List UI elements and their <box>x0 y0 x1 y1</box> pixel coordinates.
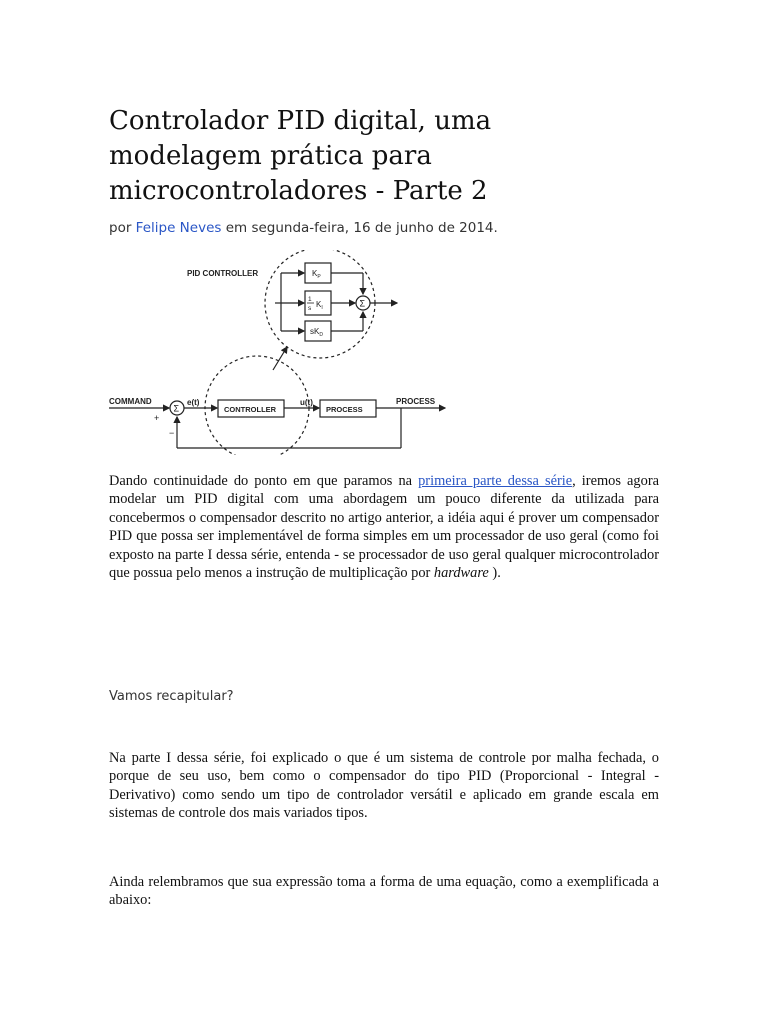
ki-text: $K_I$ <box>316 300 323 311</box>
u-label: u(t) <box>300 398 313 407</box>
kd-text: $sK_D$ <box>310 327 323 338</box>
error-label: e(t) <box>187 398 200 407</box>
minus-sign: − <box>169 428 175 438</box>
process-block-label: PROCESS <box>326 405 363 414</box>
kp-text: $K_P$ <box>312 269 321 280</box>
kp-block <box>305 263 331 283</box>
author-link[interactable]: Felipe Neves <box>135 220 222 236</box>
command-label: COMMAND <box>109 397 152 406</box>
controller-block-label: CONTROLLER <box>224 405 277 414</box>
paragraph-recap: Na parte I dessa série, foi explicado o que é um sistema de controle por malha fechada, o porque de seu uso, bem como o compensador do tipo PID (Proporcional - Integral - Derivativo) como sendo um tipo de controlador versátil e aplicado em grande escala em sistemas de controle dos mais variados tipos. <box>109 750 659 822</box>
pid-controller-label: PID CONTROLLER <box>187 269 259 278</box>
paragraph-intro: Dando continuidade do ponto em que paramos na primeira parte dessa série, iremos agora modelar um PID digital com uma abordagem um pouco diferente da utilizada para concebermos o compensador descrito no artigo anterior, a idéia aqui é prover um compensador PID que possa ser implementável de forma simples em um processador de uso geral (como foi exposto na parte I dessa série, entenda - se processador de uso geral qualquer microcontrolador que possua pelo menos a instrução de multiplicação por hardware ). <box>109 473 659 582</box>
section-heading: Vamos recapitular? <box>109 689 234 704</box>
byline-date: em segunda-feira, 16 de junho de 2014. <box>221 220 498 236</box>
pid-block-diagram <box>105 250 455 455</box>
paragraph-equation-intro: Ainda relembramos que sua expressão toma a forma de uma equação, como a exemplificada a abaixo: <box>109 874 659 909</box>
page-title: Controlador PID digital, uma modelagem prática para microcontroladores - Parte 2 <box>109 106 492 206</box>
ki-fraction-den: s <box>308 305 312 312</box>
process-output-label: PROCESS <box>396 397 436 406</box>
byline-prefix: por <box>109 220 136 236</box>
byline <box>109 220 498 236</box>
pid-sum-symbol: Σ <box>359 298 366 309</box>
main-sum-symbol: Σ <box>173 403 180 414</box>
ki-fraction-num: 1 <box>308 296 312 303</box>
plus-sign: + <box>154 413 160 423</box>
first-part-link[interactable]: primeira parte dessa série <box>418 473 573 489</box>
hardware-italic: hardware <box>433 565 489 582</box>
